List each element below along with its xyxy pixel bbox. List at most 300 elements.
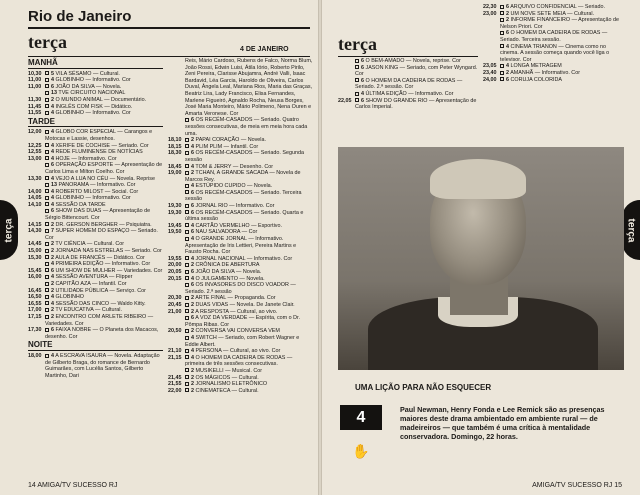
schedule-entry [338, 91, 478, 98]
entry-channel: 13 [51, 90, 57, 97]
entry-time: 14,10 [28, 201, 42, 208]
schedule-entry [28, 261, 163, 268]
channel-box-icon [500, 11, 504, 15]
entry-time: 19,45 [168, 222, 182, 229]
channel-box-icon [45, 163, 49, 167]
date-rule [28, 56, 310, 57]
schedule-entry [338, 78, 478, 91]
entry-time: 19,00 [168, 170, 182, 177]
channel-box-icon [185, 375, 189, 379]
entry-channel: 6 [361, 58, 364, 64]
entry-channel: 4 [51, 201, 54, 208]
entry-time: 16,50 [28, 294, 42, 301]
entry-text: JORNAL NACIONAL — Informativo. Cor [195, 255, 293, 262]
entry-text: PAPAI CORAÇÃO — Novela. [195, 137, 266, 144]
channel-box-icon [45, 209, 49, 213]
entry-channel: 4 [51, 103, 54, 110]
entry-time: 19,30 [168, 209, 182, 216]
entry-time [168, 58, 185, 117]
schedule-entry [168, 229, 313, 236]
schedule-entry [168, 335, 313, 348]
entry-channel: 4 [191, 222, 194, 229]
entry-time: 23,00 [483, 10, 497, 17]
channel-box-icon [185, 270, 189, 274]
entry-text: CONVERSA VAI CONVERSA VEM [195, 328, 280, 335]
schedule-entry [483, 77, 621, 84]
day-tab-right: terça [622, 200, 640, 260]
entry-time: 14,45 [28, 241, 42, 248]
entry-time: 22,30 [483, 4, 497, 10]
channel-box-icon [355, 92, 359, 96]
entry-channel: 2 [191, 295, 194, 302]
channel-box-icon [185, 349, 189, 353]
entry-text: DR. GERSON BERGHER — Psiquiatra. [55, 221, 152, 228]
entry-text: OPERAÇÃO ESPORTE — Apresentação de Carlos Lima e Milton Coelho. Cor [45, 162, 163, 175]
entry-text: SWITCH — Seriado, com Robert Wagner e Eddie Albert. [185, 334, 300, 348]
schedule-entry [483, 11, 621, 18]
entry-time: 23,40 [483, 69, 497, 76]
channel-box-icon [45, 84, 49, 88]
entry-text: TV CIÊNCIA — Cultural. Cor [55, 241, 125, 248]
entry-channel: 2 [191, 262, 194, 269]
entry-time: 21,00 [168, 308, 182, 315]
channel-box-icon [500, 31, 504, 35]
entry-text: ROBERTO MILOST — Social. Cor [55, 188, 139, 195]
schedule-entry [28, 149, 163, 156]
schedule-entry [28, 182, 163, 189]
channel-box-icon [500, 77, 504, 81]
entry-channel: 6 [191, 282, 194, 289]
entry-time: 14,00 [28, 188, 42, 195]
entry-text: DUAS VIDAS — Novela. De Janete Clair. [195, 301, 295, 308]
channel-box-icon [185, 382, 189, 386]
channel-box-icon [355, 78, 359, 82]
entry-channel: 4 [191, 275, 194, 282]
schedule-entry [28, 162, 163, 175]
entry-text: OS RECÉM-CASADOS — Seriado. Quatro sessões consecutivas, de meia em meia hora cada uma. [185, 117, 308, 137]
channel-box-icon [45, 143, 49, 147]
entry-channel: 4 [51, 261, 54, 268]
entry-text: A RESPOSTA — Cultural, ao vivo. [195, 308, 278, 315]
schedule-entry [483, 30, 621, 43]
day-rule-right [338, 56, 478, 57]
channel-box-icon [45, 189, 49, 193]
entry-text: MUSIKELLI — Musical. Cor [195, 367, 263, 374]
entry-channel: 6 [51, 83, 54, 90]
entry-time: 21,10 [168, 348, 182, 355]
channel-box-icon [45, 268, 49, 272]
entry-channel: 2 [506, 69, 509, 76]
channel-box-icon [45, 222, 49, 226]
entry-channel: 4 [51, 155, 54, 162]
schedule-entry [168, 295, 313, 302]
channel-box-icon [185, 283, 189, 287]
entry-time [168, 282, 185, 295]
entry-text: ENCONTRO COM ARLETE RIBEIRO — Variedades. Cor [45, 313, 154, 327]
schedule-entry [28, 202, 163, 209]
entry-text: O MUNDO ANIMAL — Documentário. [55, 96, 147, 103]
channel-box-icon [45, 150, 49, 154]
schedule-entry [168, 58, 313, 117]
entry-time: 18,10 [168, 137, 182, 144]
entry-text: O HOMEM DA CADEIRA DE RODAS — primeira de três sessões consecutivas. [185, 354, 293, 368]
entry-text: PLIM PLIM — Infantil. Cor [195, 143, 259, 150]
entry-channel: 2 [51, 254, 54, 261]
entry-time [338, 65, 355, 78]
entry-channel: 2 [51, 248, 54, 255]
entry-time: 15,30 [28, 254, 42, 261]
schedule-entry [28, 241, 163, 248]
entry-channel: 4 [51, 142, 54, 149]
entry-time [168, 236, 185, 256]
entry-channel: 6 [506, 76, 509, 83]
entry-time: 22,05 [338, 97, 352, 104]
entry-text: CORUJA COLORIDA [510, 76, 563, 83]
schedule-entry [28, 90, 163, 97]
page-gutter [318, 0, 322, 495]
film-still-photo [338, 147, 624, 370]
schedule-entry [168, 117, 313, 137]
schedule-entry [28, 228, 163, 241]
entry-text: PERSONA — Cultural, ao vivo. Cor [195, 348, 281, 355]
entry-text: O HOMEM DA CADEIRA DE RODAS — Seriado. Terceira sessão. [500, 30, 608, 43]
entry-channel: 2 [191, 381, 194, 388]
entry-channel: 2 [191, 137, 194, 144]
entry-text: O HOMEM DA CADEIRA DE RODAS — Seriado. 2.ª sessão. Cor [355, 77, 463, 91]
channel-box-icon [185, 144, 189, 148]
schedule-entry [168, 183, 313, 190]
entry-channel: 4 [191, 163, 194, 170]
entry-text: AMANHÃ — Informativo. Cor [510, 69, 580, 76]
channel-box-icon [185, 230, 189, 234]
section-heading: MANHÃ [28, 60, 163, 69]
schedule-column-4 [483, 4, 621, 83]
entry-time: 17,00 [28, 307, 42, 314]
channel-box-icon [45, 295, 49, 299]
schedule-entry [168, 164, 313, 171]
entry-text: ARQUIVO CONFIDENCIAL — Seriado. [510, 4, 605, 10]
entry-time: 20,00 [168, 262, 182, 269]
entry-channel: 2 [506, 10, 509, 17]
schedule-entry [28, 110, 163, 117]
film-description: Paul Newman, Henry Fonda e Lee Remick são as presenças maiores deste drama ambientado em ambiente rural — de madeireiros — que também é uma crítica à mentalidade conservadora. Domingo, 22 horas. [400, 405, 605, 441]
entry-text: SESSÃO DAS CINCO — Waldo Kitty. [55, 300, 146, 307]
entry-time: 20,15 [168, 275, 182, 282]
channel-box-icon [185, 237, 189, 241]
entry-text: SESSÃO DA TARDE [55, 201, 106, 208]
channel-box-icon [45, 262, 49, 266]
channel-box-icon [45, 130, 49, 134]
entry-text: A ESCRAVA ISAURA — Novela. Adaptação de Gilberto Braga, do romance de Bernardo Guimarães, com Lucélia Santos, Gilberto Martinho, Dari [45, 352, 160, 379]
entry-text: REDE FLUMINENSE DE NOTÍCIAS [55, 149, 143, 156]
entry-channel: 4 [191, 255, 194, 262]
right-footer: AMIGA/TV SUCESSO RJ 15 [532, 482, 622, 489]
entry-channel: 6 [191, 209, 194, 216]
entry-text: INGLÊS COM FISK — Didático. [55, 103, 133, 110]
entry-text: GLOBINHO — Informativo. Cor [55, 195, 131, 202]
channel-box-icon [185, 329, 189, 333]
entry-text: JORNADA NAS ESTRELAS — Seriado. Cor [55, 248, 162, 255]
entry-time: 19,55 [168, 255, 182, 262]
entry-channel: 6 [51, 208, 54, 215]
entry-channel: 4 [191, 354, 194, 361]
entry-time: 12,55 [28, 149, 42, 156]
channel-box-icon [500, 71, 504, 75]
channel-box-icon [355, 65, 359, 69]
channel-box-icon [45, 98, 49, 102]
entry-channel: 4 [506, 43, 509, 50]
schedule-entry [483, 4, 621, 11]
entry-text: OS RECÉM-CASADOS — Seriado. Segunda sessão [185, 150, 304, 163]
entry-time [28, 162, 45, 175]
entry-time [338, 58, 355, 65]
schedule-entry [168, 150, 313, 163]
entry-channel: 6 [191, 150, 194, 157]
entry-channel: 6 [191, 203, 194, 210]
schedule-entry [28, 307, 163, 314]
channel-box-icon [45, 275, 49, 279]
schedule-entry [338, 98, 478, 111]
entry-time: 24,00 [483, 76, 497, 83]
date-label: 4 DE JANEIRO [240, 46, 289, 53]
entry-time [338, 91, 355, 98]
channel-box-icon [45, 229, 49, 233]
entry-channel: 4 [191, 334, 194, 341]
channel-box-icon [355, 59, 359, 63]
entry-channel: 4 [51, 294, 54, 301]
entry-text: PRIMEIRA EDIÇÃO — Informativo. Cor [55, 261, 151, 268]
entry-text: GLOBINHO [55, 294, 84, 301]
entry-time: 14,15 [28, 221, 42, 228]
channel-box-icon [45, 282, 49, 286]
entry-time: 21,55 [168, 381, 182, 388]
entry-channel: 4 [51, 129, 54, 136]
section-heading: NOITE [28, 342, 163, 351]
channel-box-icon [45, 255, 49, 259]
entry-channel: 4 [506, 63, 509, 70]
schedule-entry [28, 208, 163, 221]
entry-channel: 6 [191, 315, 194, 322]
entry-text: HOJE — Informativo. Cor [55, 155, 117, 162]
channel-box-icon [185, 223, 189, 227]
channel-box-icon [45, 196, 49, 200]
channel-box-icon [45, 202, 49, 206]
schedule-entry [168, 302, 313, 309]
entry-channel: 6 [191, 189, 194, 196]
hand-icon: ✋ [352, 443, 370, 459]
entry-text: SHOW DO GRANDE RIO — Apresentação de Carlos Imperial. [355, 97, 477, 111]
channel-box-icon [45, 301, 49, 305]
entry-time [28, 261, 45, 268]
entry-text: GLOBINHO — Informativo. Cor [55, 110, 131, 117]
entry-time: 16,00 [28, 274, 42, 281]
entry-text: TVE CIRCUITO NACIONAL [58, 90, 126, 97]
entry-time [168, 315, 185, 328]
entry-time: 13,00 [28, 155, 42, 162]
schedule-entry [168, 203, 313, 210]
entry-text: XERIFE DE COCHISE — Seriado. Cor [55, 142, 149, 149]
schedule-entry [28, 104, 163, 111]
channel-box-icon [45, 242, 49, 246]
channel-box-icon [185, 336, 189, 340]
entry-text: PANORAMA — Informativo. Cor [58, 182, 136, 189]
channel-box-icon [45, 176, 49, 180]
schedule-entry [483, 17, 621, 30]
channel-box-icon [45, 354, 49, 358]
schedule-entry [168, 276, 313, 283]
schedule-entry [28, 294, 163, 301]
channel-box-icon [500, 18, 504, 22]
header-rule [28, 27, 310, 29]
entry-channel: 4 [191, 183, 194, 190]
schedule-entry [28, 288, 163, 295]
channel-box-icon [45, 249, 49, 253]
section-heading: TARDE [28, 119, 163, 128]
entry-channel: 2 [51, 313, 54, 320]
entry-channel: 2 [191, 328, 194, 335]
schedule-entry [28, 129, 163, 142]
entry-text: A VOZ DA VERDADE — Espírita, com o Dr. Pômpa Ribas. Cor [185, 315, 301, 328]
entry-time [338, 78, 355, 91]
entry-time: 11,00 [28, 83, 42, 90]
schedule-entry [28, 274, 163, 281]
entry-time: 16,45 [28, 287, 42, 294]
entry-text: CRÔNICA DE ABERTURA [195, 262, 260, 269]
schedule-entry [168, 262, 313, 269]
channel-box-icon [185, 164, 189, 168]
entry-time: 20,30 [168, 295, 182, 302]
entry-time: 18,00 [28, 352, 42, 359]
entry-time [168, 335, 185, 348]
schedule-entry [168, 190, 313, 203]
entry-text: O JULGAMENTO — Novela. [195, 275, 265, 282]
channel-box-icon [185, 256, 189, 260]
entry-channel: 6 [506, 30, 509, 37]
entry-channel: 7 [51, 228, 54, 235]
entry-channel: 4 [51, 352, 54, 359]
entry-text: OS MÁGICOS — Cultural. [195, 374, 259, 381]
schedule-entry [168, 348, 313, 355]
entry-time: 23,05 [483, 63, 497, 70]
channel-box-icon [45, 78, 49, 82]
entry-time: 18,45 [168, 163, 182, 170]
channel-box-icon [45, 71, 49, 75]
channel-box-icon [185, 368, 189, 372]
entry-time: 20,50 [168, 328, 182, 335]
entry-text: INFORME FINANCEIRO — Apresentação de Nelson Priori. Cor [500, 17, 619, 30]
entry-text: UM SHOW DE MULHER — Variedades. Cor [55, 267, 163, 274]
entry-time: 15,00 [28, 248, 42, 255]
entry-text: CINEMATECA — Cultural. [195, 387, 259, 394]
channel-box-icon [185, 171, 189, 175]
entry-channel: 6 [361, 97, 364, 104]
entry-time: 11,55 [28, 110, 42, 117]
entry-time [28, 182, 45, 189]
entry-channel: 4 [51, 188, 54, 195]
entry-time: 21,45 [168, 374, 182, 381]
channel-box-icon [45, 288, 49, 292]
entry-channel: 2 [51, 307, 54, 314]
entry-text: UTILIDADE PÚBLICA — Serviço. Cor [55, 287, 146, 294]
day-title-right: terça [338, 34, 377, 54]
schedule-entry [168, 328, 313, 335]
entry-time: 16,55 [28, 300, 42, 307]
day-tab-left: terça [0, 200, 18, 260]
schedule-entry [168, 170, 313, 183]
entry-text: NAU SALVADORA — Cor [195, 229, 258, 236]
entry-channel: 6 [191, 269, 194, 275]
channel-box-icon [355, 98, 359, 102]
schedule-entry [28, 77, 163, 84]
entry-text: TCHAN, A GRANDE SACADA — Novela de Marcos Rey. [185, 170, 301, 183]
entry-time: 11,00 [28, 77, 42, 84]
schedule-entry [168, 137, 313, 144]
entry-channel: 4 [51, 300, 54, 307]
schedule-entry [28, 71, 163, 78]
day-title: terça [28, 32, 67, 52]
entry-time: 18,30 [168, 150, 182, 157]
entry-time: 14,05 [28, 195, 42, 202]
channel-box-icon [185, 296, 189, 300]
schedule-column-2 [168, 58, 313, 394]
channel-box-icon [500, 44, 504, 48]
schedule-entry [28, 248, 163, 255]
entry-channel: 6 [361, 64, 364, 71]
schedule-entry [168, 223, 313, 230]
entry-channel: 6 [506, 4, 509, 10]
schedule-entry [168, 236, 313, 256]
schedule-column-3 [338, 58, 478, 111]
channel-box-icon [185, 204, 189, 208]
entry-text: SUPER HOMEM DO ESPAÇO — Seriado. Cor [45, 228, 158, 241]
entry-text: JORNALISMO ELETRÔNICO [195, 381, 268, 388]
entry-channel: 2 [506, 17, 509, 24]
entry-text: ARTE FINAL — Propaganda. Cor [195, 295, 276, 302]
schedule-entry [28, 189, 163, 196]
entry-channel: 4 [191, 143, 194, 150]
entry-channel: 2 [191, 374, 194, 381]
schedule-entry [168, 368, 313, 375]
channel-box-icon [185, 309, 189, 313]
schedule-entry [28, 327, 163, 340]
entry-channel: 6 [51, 162, 54, 169]
channel-box-icon [185, 276, 189, 280]
schedule-entry [168, 210, 313, 223]
entry-channel: 2 [51, 221, 54, 228]
entry-time: 20,05 [168, 269, 182, 275]
entry-channel: 2 [51, 281, 54, 287]
entry-text: TV EDUCATIVA — Cultural. [55, 307, 123, 314]
channel-box-icon [45, 104, 49, 108]
entry-time: 19,50 [168, 229, 182, 236]
entry-time: 21,15 [168, 354, 182, 361]
entry-text: JOÃO DA SILVA — Novela. [55, 83, 122, 90]
schedule-entry [168, 388, 313, 395]
schedule-entry [28, 353, 163, 379]
schedule-entry [338, 65, 478, 78]
entry-text: Reis, Mário Cardoso, Rubens de Falco, Norma Blum, João Rossi, Edwin Luisi, Átila Iório, Roberto Pirilo, Zeni Pereira, Clarisse Abujamra, André Valli, Isaac Bardavid, Léa Garcia, Haroldo de Oliveira, Carlos Duval, Ângela Leal, Mariana Rios, Maria das Graças, Beatriz Lira, Lady Francisco, Elisa Fernandes, Marlene Figueiró, Agnaldo Rocha, Neusa Borges, José Maria Monteiro, Mário Polimeno, Nena Ouren e Amarta Veronese. Cor [185, 58, 313, 117]
entry-text: OS RECÉM-CASADOS — Seriado. Quarta e última sessão [185, 209, 304, 223]
schedule-entry [28, 281, 163, 288]
entry-text: OS RECÉM-CASADOS — Seriado. Terceira sessão [185, 189, 302, 203]
channel-box-icon [45, 111, 49, 115]
entry-time: 22,00 [168, 387, 182, 394]
entry-time: 14,30 [28, 228, 42, 235]
entry-time: 11,45 [28, 103, 42, 110]
entry-time [28, 281, 45, 288]
entry-text: AULA DE FRANCÊS — Didático. Cor [55, 254, 145, 261]
entry-time [168, 368, 185, 375]
